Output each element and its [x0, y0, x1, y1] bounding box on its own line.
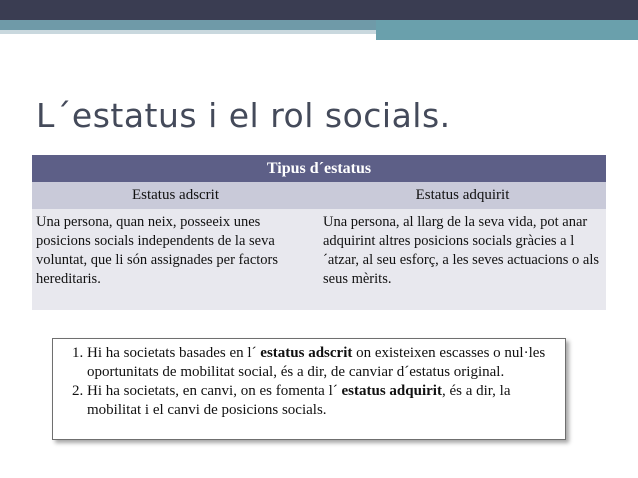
right-accent-bar: [376, 20, 638, 40]
note-text: on existeixen escasses o nul·les oportunitats de mobilitat social, és a dir, de canviar d´estatus original.: [87, 345, 546, 380]
table-row: [32, 209, 606, 310]
notes-box: [52, 338, 566, 440]
left-accent-bar: [0, 20, 376, 30]
left-accent-strip: [0, 30, 376, 34]
notes-list: [61, 344, 559, 420]
note-bold-term: estatus adquirit: [341, 383, 442, 399]
note-text: , és a dir, la mobilitat i el canvi de posicions socials.: [87, 383, 511, 418]
table-header: Tipus d´estatus: [32, 155, 606, 182]
top-decorative-bar: [0, 0, 638, 20]
note-text: Hi ha societats basades en l´: [87, 345, 261, 361]
column-header-achieved: Estatus adquirit: [415, 187, 510, 203]
list-item: [87, 382, 559, 420]
table-subheader-row: [32, 182, 606, 209]
note-text: Hi ha societats, en canvi, on es fomenta l´: [87, 383, 342, 399]
status-types-table: [32, 155, 606, 310]
cell-ascribed-description: Una persona, quan neix, posseeix unes posicions socials independents de la seva voluntat, que li són assignades per factors hereditaris.: [36, 214, 279, 287]
note-bold-term: estatus adscrit: [260, 345, 353, 361]
list-item: [87, 344, 559, 382]
slide-title: L´estatus i el rol socials.: [36, 96, 451, 135]
cell-achieved-description: Una persona, al llarg de la seva vida, pot anar adquirint altres posicions socials gràcies a l´atzar, al seu esforç, a les seves actuacions o als seus mèrits.: [323, 214, 600, 287]
column-header-ascribed: Estatus adscrit: [131, 187, 220, 203]
